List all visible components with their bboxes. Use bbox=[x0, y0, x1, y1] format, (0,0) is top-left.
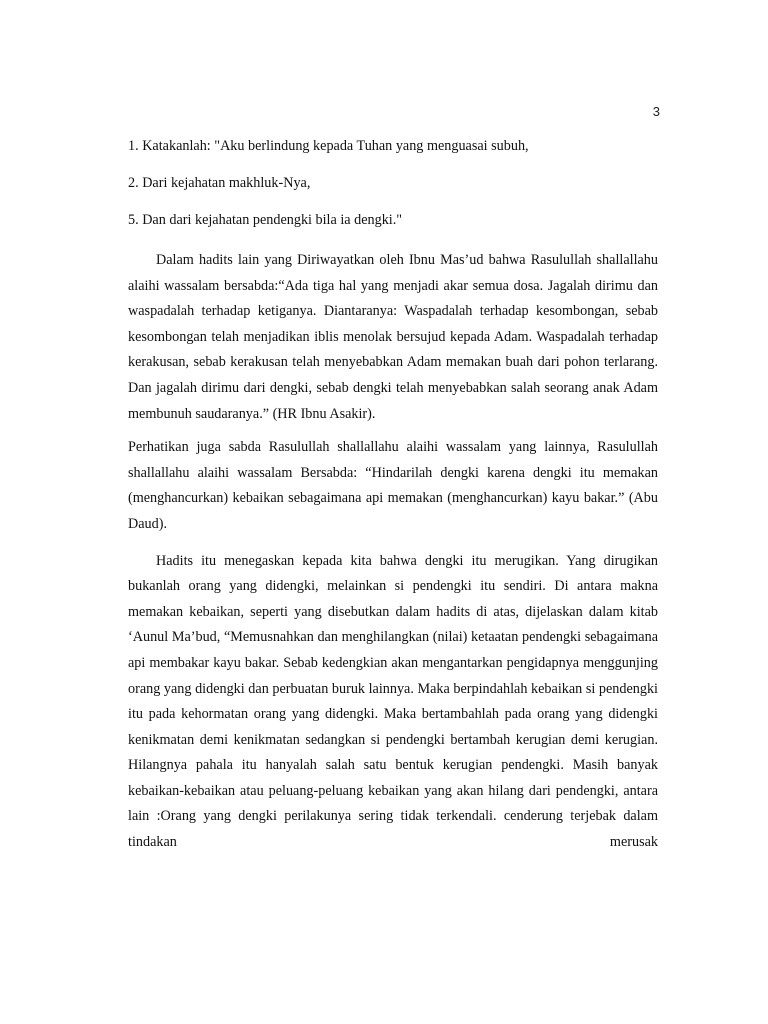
verse-line-5: 5. Dan dari kejahatan pendengki bila ia dengki." bbox=[128, 212, 403, 228]
paragraph-explanation: Hadits itu menegaskan kepada kita bahwa dengki itu merugikan. Yang dirugikan bukanlah orang yang didengki, melainkan si pendengki itu sendiri. Di antara makna memakan kebaikan, seperti yang disebutkan dalam hadits di atas, dijelaskan dalam kitab ‘Aunul Ma’bud, “Memusnahkan dan menghilangkan (nilai) ketaatan pendengki sebagaimana api membakar kayu bakar. Sebab kedengkian akan mengantarkan pengidapnya menggunjing orang yang didengki dan perbuatan buruk lainnya. Maka berpindahlah kebaikan si pendengki itu pada kehormatan orang yang didengki. Maka bertambahlah pada orang yang didengki kenikmatan demi kenikmatan sedangkan si pendengki bertambah kerugian demi kerugian. Hilangnya pahala itu hanyalah salah satu bentuk kerugian pendengki. Masih banyak kebaikan-kebaikan atau peluang-peluang kebaikan yang akan hilang dari pendengki, antara lain :Orang yang dengki perilakunya sering tidak terkendali. cenderung terjebak dalam tindakan merusak bbox=[128, 552, 658, 851]
verse-line-1: 1. Katakanlah: "Aku berlindung kepada Tuhan yang menguasai subuh, bbox=[128, 138, 529, 154]
paragraph-hadith-abu-daud: Perhatikan juga sabda Rasulullah shallallahu alaihi wassalam yang lainnya, Rasulullah shallallahu alaihi wassalam Bersabda: “Hindarilah dengki karena dengki itu memakan (menghancurkan) kebaikan sebagaimana api memakan (menghancurkan) kayu bakar.” (Abu Daud). bbox=[128, 439, 658, 532]
paragraph-hadith-ibnu-masud: Dalam hadits lain yang Diriwayatkan oleh Ibnu Mas’ud bahwa Rasulullah shallallahu alaihi wassalam bersabda:“Ada tiga hal yang menjadi akar semua dosa. Jagalah dirimu dan waspadalah terhadap ketiganya. Diantaranya: Waspadalah terhadap kesombongan, sebab kesombongan telah menjadikan iblis menolak bersujud kepada Adam. Waspadalah terhadap kerakusan, sebab kerakusan telah menyebabkan Adam memakan buah dari pohon terlarang. Dan jagalah dirimu dari dengki, sebab dengki telah menyebabkan salah seorang anak Adam membunuh saudaranya.” (HR Ibnu Asakir). bbox=[128, 252, 658, 422]
verse-line-2: 2. Dari kejahatan makhluk-Nya, bbox=[128, 175, 311, 191]
page-body bbox=[128, 136, 658, 856]
page-number: 3 bbox=[652, 104, 660, 119]
